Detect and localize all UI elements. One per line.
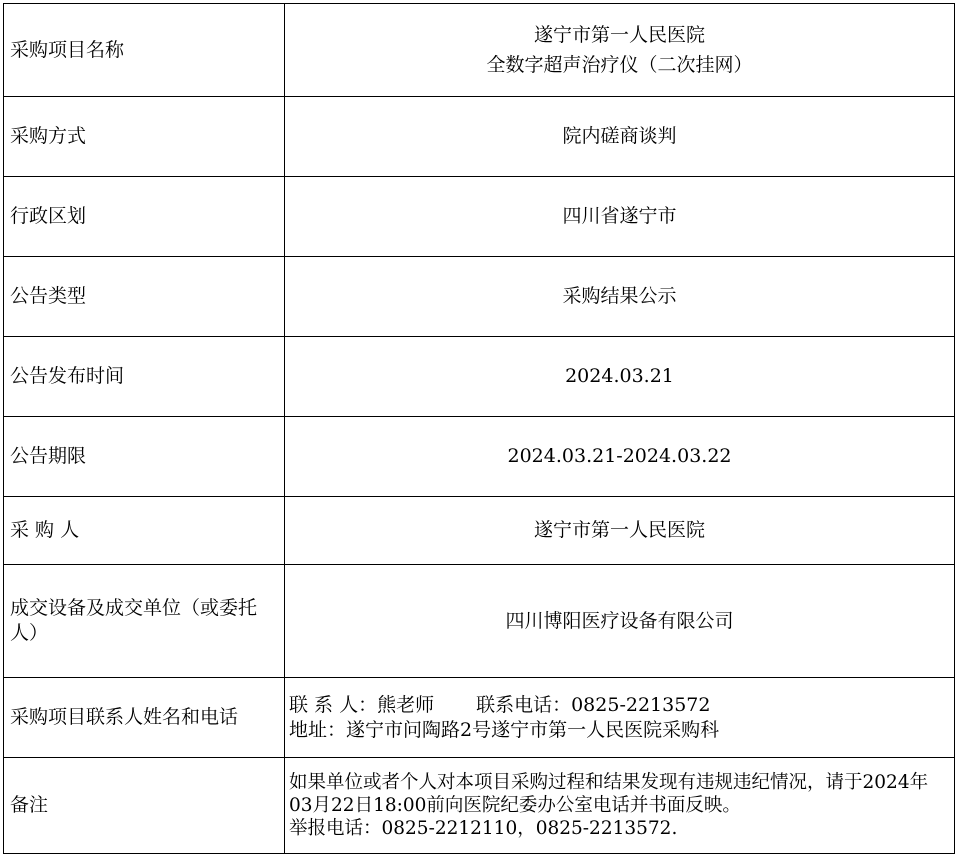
row-value-winning-supplier: 四川博阳医疗设备有限公司: [285, 565, 955, 678]
table-row: [4, 257, 955, 337]
row-value-contact: [285, 678, 955, 758]
row-label-winning-supplier: 成交设备及成交单位（或委托人）: [4, 565, 285, 678]
table-row: [4, 417, 955, 497]
row-label-notice-period: 公告期限: [4, 417, 285, 497]
row-label-region: 行政区划: [4, 177, 285, 257]
table-row: [4, 758, 955, 854]
contact-line: [289, 693, 948, 718]
contact-phone: 联系电话：0825-2213572: [476, 693, 711, 716]
table-row: [4, 678, 955, 758]
contact-address: 地址：遂宁市问陶路2号遂宁市第一人民医院采购科: [289, 718, 720, 741]
row-value-region: 四川省遂宁市: [285, 177, 955, 257]
row-label-notice-type: 公告类型: [4, 257, 285, 337]
row-value-purchaser: 遂宁市第一人民医院: [285, 497, 955, 565]
row-label-contact: 采购项目联系人姓名和电话: [4, 678, 285, 758]
row-value-procurement-method: 院内磋商谈判: [285, 97, 955, 177]
table-row: [4, 565, 955, 678]
row-value-notice-type: 采购结果公示: [285, 257, 955, 337]
table-row: [4, 97, 955, 177]
remark-paragraph: 如果单位或者个人对本项目采购过程和结果发现有违规违纪情况，请于2024年03月22日18:00前向医院纪委办公室电话并书面反映。: [289, 772, 929, 816]
table-row: [4, 337, 955, 417]
row-label-remark: 备注: [4, 758, 285, 854]
table-row: [4, 177, 955, 257]
project-name-line-1: 遂宁市第一人民医院: [533, 24, 705, 46]
row-value-publish-time: 2024.03.21: [285, 337, 955, 417]
row-label-publish-time: 公告发布时间: [4, 337, 285, 417]
row-label-project-name: 采购项目名称: [4, 4, 285, 97]
project-name-line-2: 全数字超声治疗仪（二次挂网）: [486, 54, 753, 76]
row-value-project-name: [285, 4, 955, 97]
remark-report-phone: 举报电话：0825-2212110，0825-2213572.: [289, 818, 678, 839]
row-label-purchaser: 采 购 人: [4, 497, 285, 565]
contact-person: 联 系 人：熊老师: [289, 693, 435, 716]
procurement-result-table: [3, 3, 955, 854]
row-label-procurement-method: 采购方式: [4, 97, 285, 177]
row-value-notice-period: 2024.03.21-2024.03.22: [285, 417, 955, 497]
table-row: [4, 4, 955, 97]
table-row: [4, 497, 955, 565]
row-value-remark: [285, 758, 955, 854]
